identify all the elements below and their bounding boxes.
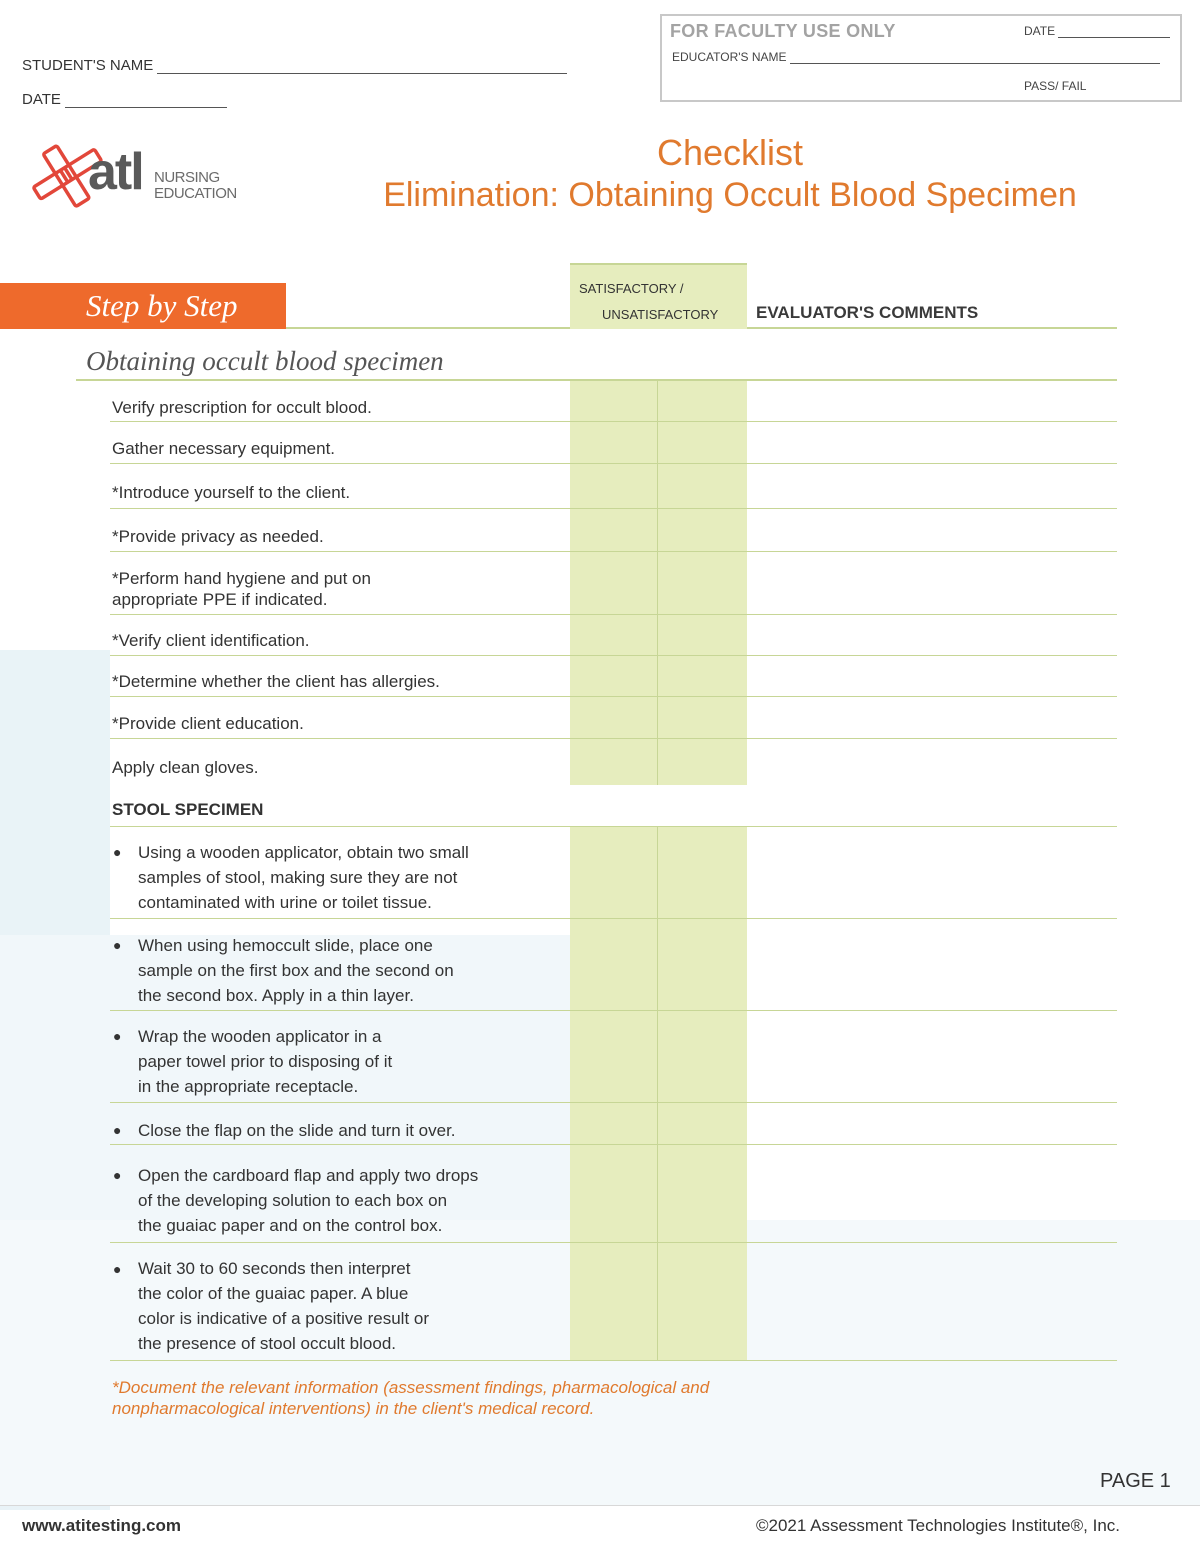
educator-name-field[interactable] bbox=[790, 52, 1160, 64]
faculty-date-field[interactable] bbox=[1058, 26, 1170, 38]
checklist-row bbox=[0, 697, 1200, 739]
footer-url-link[interactable]: www.atitesting.com bbox=[22, 1516, 182, 1535]
step-text: Close the flap on the slide and turn it over. bbox=[138, 1121, 456, 1140]
step-text bbox=[138, 933, 454, 1008]
step-text-line: sample on the first box and the second on bbox=[138, 961, 454, 980]
step-text-line: samples of stool, making sure they are not bbox=[138, 868, 458, 887]
step-text-line: When using hemoccult slide, place one bbox=[138, 936, 433, 955]
row-rule bbox=[110, 1360, 1117, 1361]
step-text-line: the guaiac paper and on the control box. bbox=[138, 1216, 443, 1235]
satisfactory-label: SATISFACTORY / bbox=[579, 281, 684, 296]
note-line: *Document the relevant information (assessment findings, pharmacological and bbox=[112, 1378, 710, 1397]
satisfactory-header bbox=[570, 263, 747, 329]
rating-cell[interactable] bbox=[570, 739, 747, 785]
student-name-row bbox=[22, 40, 567, 74]
faculty-use-box bbox=[660, 14, 1182, 102]
step-text-line: paper towel prior to disposing of it bbox=[138, 1052, 393, 1071]
step-text-line: Wait 30 to 60 seconds then interpret bbox=[138, 1259, 411, 1278]
checklist-row bbox=[0, 1103, 1200, 1145]
logo-brand: atl bbox=[88, 143, 143, 201]
step-text bbox=[138, 1256, 429, 1356]
rating-cell[interactable] bbox=[570, 656, 747, 697]
step-text-line: *Perform hand hygiene and put on bbox=[112, 569, 371, 588]
bullet-icon: ● bbox=[113, 1122, 122, 1138]
checklist-row bbox=[0, 1145, 1200, 1243]
checklist-row bbox=[0, 464, 1200, 509]
step-text: *Provide client education. bbox=[112, 714, 304, 733]
bullet-icon: ● bbox=[113, 1167, 122, 1183]
checklist-row bbox=[0, 552, 1200, 615]
step-text bbox=[112, 568, 371, 610]
student-info bbox=[22, 40, 567, 108]
rating-cell[interactable] bbox=[570, 509, 747, 552]
title-line-1: Checklist bbox=[656, 132, 804, 173]
step-text bbox=[138, 1024, 392, 1099]
checklist-row bbox=[0, 739, 1200, 785]
rating-cell[interactable] bbox=[570, 697, 747, 739]
step-text-line: contaminated with urine or toilet tissue. bbox=[138, 893, 432, 912]
step-by-step-label: Step by Step bbox=[86, 288, 238, 323]
rating-cell[interactable] bbox=[570, 464, 747, 509]
step-text: Apply clean gloves. bbox=[112, 758, 259, 777]
unsatisfactory-label: UNSATISFACTORY bbox=[602, 307, 719, 322]
pass-fail-label: PASS/ FAIL bbox=[1024, 79, 1087, 93]
step-text: *Introduce yourself to the client. bbox=[112, 483, 351, 502]
documentation-note bbox=[112, 1377, 852, 1419]
student-date-row bbox=[22, 74, 567, 108]
note-line: nonpharmacological interventions) in the client's medical record. bbox=[112, 1399, 595, 1418]
step-text-line: Open the cardboard flap and apply two drops bbox=[138, 1166, 479, 1185]
step-text-line: of the developing solution to each box on bbox=[138, 1191, 448, 1210]
rating-cell[interactable] bbox=[570, 422, 747, 464]
step-text-line: the presence of stool occult blood. bbox=[138, 1334, 396, 1353]
educator-name-label: EDUCATOR'S NAME bbox=[672, 50, 787, 64]
student-name-field[interactable] bbox=[157, 58, 567, 74]
step-text: *Provide privacy as needed. bbox=[112, 527, 324, 546]
faculty-date-label: DATE bbox=[1024, 24, 1056, 38]
student-date-field[interactable] bbox=[65, 92, 227, 108]
step-text: *Verify client identification. bbox=[112, 631, 310, 650]
logo-subtitle bbox=[154, 170, 237, 202]
rating-cell[interactable] bbox=[570, 1103, 747, 1145]
rating-cell[interactable] bbox=[570, 919, 747, 1011]
faculty-date-row bbox=[1024, 24, 1170, 38]
educator-name-row bbox=[672, 50, 1160, 64]
title-line-2: Elimination: Obtaining Occult Blood Specimen bbox=[383, 176, 1077, 214]
checklist-row bbox=[0, 827, 1200, 919]
checklist-row bbox=[0, 381, 1200, 422]
rating-cell[interactable] bbox=[570, 1145, 747, 1243]
step-text-line: the second box. Apply in a thin layer. bbox=[138, 986, 414, 1005]
header-rule bbox=[286, 327, 570, 329]
step-text: Gather necessary equipment. bbox=[112, 439, 336, 458]
rating-cell[interactable] bbox=[570, 1011, 747, 1103]
step-text-line: Using a wooden applicator, obtain two small bbox=[138, 843, 469, 862]
step-text: *Determine whether the client has allergies. bbox=[112, 672, 440, 691]
rating-cell[interactable] bbox=[570, 1243, 747, 1361]
rating-cell[interactable] bbox=[570, 615, 747, 656]
step-text-line: appropriate PPE if indicated. bbox=[112, 590, 328, 609]
step-text-line: the color of the guaiac paper. A blue bbox=[138, 1284, 409, 1303]
rating-cell[interactable] bbox=[570, 552, 747, 615]
page-number: PAGE 1 bbox=[1100, 1470, 1171, 1492]
step-text bbox=[138, 840, 469, 915]
footer-copyright: ©2021 Assessment Technologies Institute®, Inc. bbox=[756, 1516, 1120, 1535]
atl-logo bbox=[28, 140, 258, 210]
evaluator-comments-header: EVALUATOR'S COMMENTS bbox=[756, 303, 979, 322]
step-text: Verify prescription for occult blood. bbox=[112, 398, 372, 417]
step-by-step-banner bbox=[0, 283, 286, 329]
step-text-line: Wrap the wooden applicator in a bbox=[138, 1027, 382, 1046]
step-text-line: in the appropriate receptacle. bbox=[138, 1077, 359, 1096]
bullet-icon: ● bbox=[113, 937, 122, 953]
bullet-icon: ● bbox=[113, 1261, 122, 1277]
checklist-row bbox=[0, 509, 1200, 552]
document-title bbox=[320, 132, 1140, 216]
rating-cell[interactable] bbox=[570, 827, 747, 919]
logo-line-2: EDUCATION bbox=[154, 185, 237, 202]
footer-rule bbox=[0, 1505, 1200, 1506]
checklist-row bbox=[0, 1243, 1200, 1361]
step-text-line: color is indicative of a positive result or bbox=[138, 1309, 430, 1328]
bullet-icon: ● bbox=[113, 1028, 122, 1044]
logo-line-1: NURSING bbox=[154, 169, 220, 186]
step-text bbox=[138, 1163, 478, 1238]
checklist-row bbox=[0, 422, 1200, 464]
student-date-label: DATE bbox=[22, 91, 61, 108]
header-rule bbox=[747, 327, 1117, 329]
rating-cell[interactable] bbox=[570, 381, 747, 422]
checklist-row bbox=[0, 919, 1200, 1011]
checklist-row bbox=[0, 615, 1200, 656]
checklist-row bbox=[0, 1011, 1200, 1103]
stool-specimen-heading: STOOL SPECIMEN bbox=[112, 800, 264, 819]
bullet-icon: ● bbox=[113, 844, 122, 860]
checklist-row bbox=[0, 656, 1200, 697]
faculty-title: FOR FACULTY USE ONLY bbox=[670, 21, 896, 41]
student-name-label: STUDENT'S NAME bbox=[22, 57, 154, 74]
section-title: Obtaining occult blood specimen bbox=[86, 346, 444, 376]
